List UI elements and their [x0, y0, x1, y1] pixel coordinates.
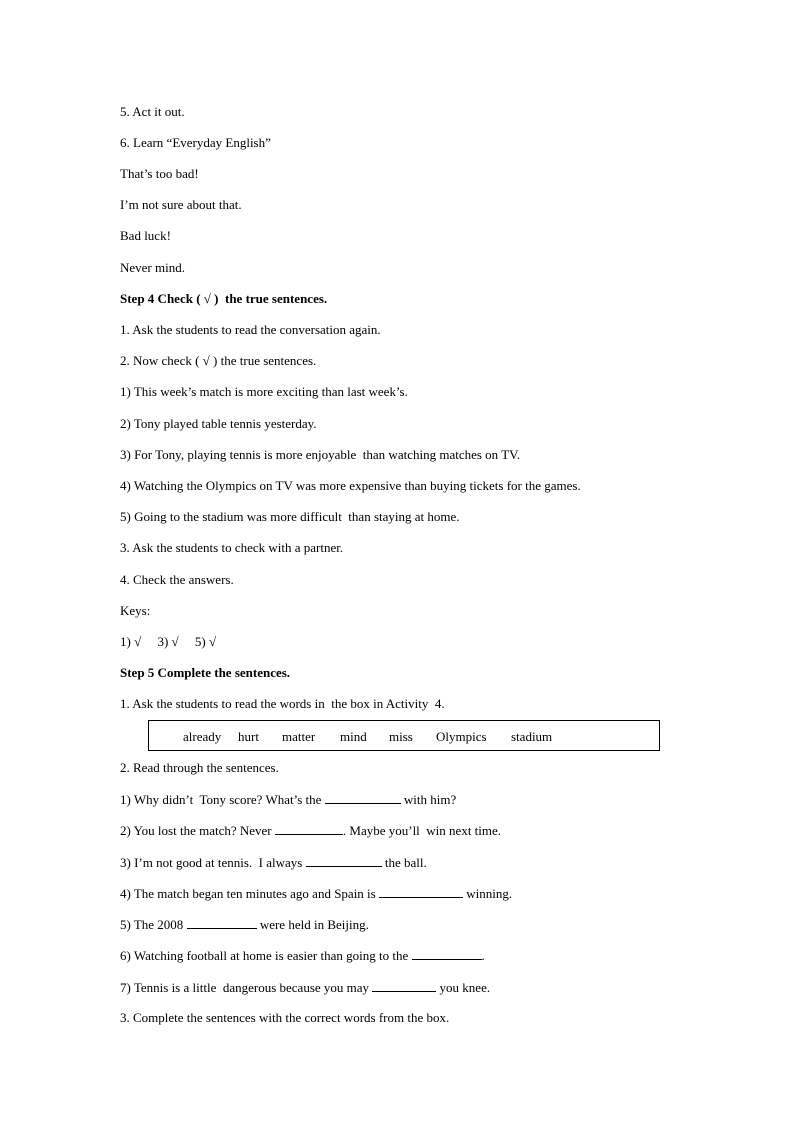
fill-sentence-text: 6) Watching football at home is easier than going to the — [120, 948, 412, 963]
fill-sentence-7 — [120, 979, 490, 996]
fill-sentence-text: with him? — [400, 792, 457, 807]
fill-sentence-text: 7) Tennis is a little dangerous because you may — [120, 980, 373, 995]
fill-sentence-text: 1) Why didn’t Tony score? What’s the — [120, 792, 325, 807]
step5-heading: Step 5 Complete the sentences. — [120, 665, 291, 680]
fill-sentence-5 — [120, 916, 369, 933]
step4-instruction-4: 4. Check the answers. — [120, 572, 234, 587]
learn-everyday-english-line: 6. Learn “Everyday English” — [120, 135, 271, 150]
true-sentence-4: 4) Watching the Olympics on TV was more expensive than buying tickets for the games. — [120, 478, 581, 493]
step4-instruction-1: 1. Ask the students to read the conversation again. — [120, 322, 381, 337]
phrase-bad-luck: Bad luck! — [120, 228, 171, 243]
word-box-item: matter — [282, 729, 316, 744]
phrase-never-mind: Never mind. — [120, 260, 185, 275]
fill-sentence-text: . — [481, 948, 485, 963]
phrase-thats-too-bad: That’s too bad! — [120, 166, 199, 181]
answer-blank[interactable] — [187, 916, 257, 929]
fill-sentence-1 — [120, 791, 456, 808]
step4-instruction-3: 3. Ask the students to check with a partner. — [120, 540, 344, 555]
fill-sentence-text: winning. — [462, 886, 513, 901]
step5-instruction-2: 2. Read through the sentences. — [120, 760, 279, 775]
fill-sentence-text: you knee. — [436, 980, 491, 995]
act-it-out-line: 5. Act it out. — [120, 104, 185, 119]
fill-sentence-text: were held in Beijing. — [256, 917, 369, 932]
word-box-item: hurt — [238, 729, 259, 744]
true-sentence-3: 3) For Tony, playing tennis is more enjoyable than watching matches on TV. — [120, 447, 521, 462]
fill-sentence-4 — [120, 885, 512, 902]
fill-sentence-text: 4) The match began ten minutes ago and Spain is — [120, 886, 379, 901]
fill-sentence-text: the ball. — [381, 855, 427, 870]
step4-instruction-2: 2. Now check ( √ ) the true sentences. — [120, 353, 317, 368]
answer-blank[interactable] — [325, 791, 401, 804]
phrase-not-sure: I’m not sure about that. — [120, 197, 242, 212]
step4-heading: Step 4 Check ( √ ) the true sentences. — [120, 291, 328, 306]
answer-blank[interactable] — [275, 822, 343, 835]
fill-sentence-text: . Maybe you’ll win next time. — [342, 823, 502, 838]
answer-blank[interactable] — [306, 854, 382, 867]
true-sentence-2: 2) Tony played table tennis yesterday. — [120, 416, 317, 431]
word-box-item: mind — [340, 729, 367, 744]
word-box-item: already — [183, 729, 222, 744]
true-sentence-5: 5) Going to the stadium was more difficult than staying at home. — [120, 509, 460, 524]
fill-sentence-6 — [120, 947, 485, 964]
word-box-item: miss — [389, 729, 413, 744]
fill-sentence-text: 5) The 2008 — [120, 917, 187, 932]
word-box — [148, 720, 660, 751]
keys-answers: 1) √ 3) √ 5) √ — [120, 634, 217, 649]
answer-blank[interactable] — [379, 885, 463, 898]
fill-sentence-3 — [120, 854, 427, 871]
fill-sentence-text: 2) You lost the match? Never — [120, 823, 275, 838]
step5-instruction-3: 3. Complete the sentences with the correct words from the box. — [120, 1010, 450, 1025]
step5-instruction-1: 1. Ask the students to read the words in the box in Activity 4. — [120, 696, 445, 711]
fill-sentence-2 — [120, 822, 501, 839]
true-sentence-1: 1) This week’s match is more exciting than last week’s. — [120, 384, 408, 399]
answer-blank[interactable] — [372, 979, 436, 992]
keys-label: Keys: — [120, 603, 151, 618]
fill-sentence-text: 3) I’m not good at tennis. I always — [120, 855, 306, 870]
word-box-item: stadium — [511, 729, 553, 744]
answer-blank[interactable] — [412, 947, 482, 960]
word-box-item: Olympics — [436, 729, 487, 744]
